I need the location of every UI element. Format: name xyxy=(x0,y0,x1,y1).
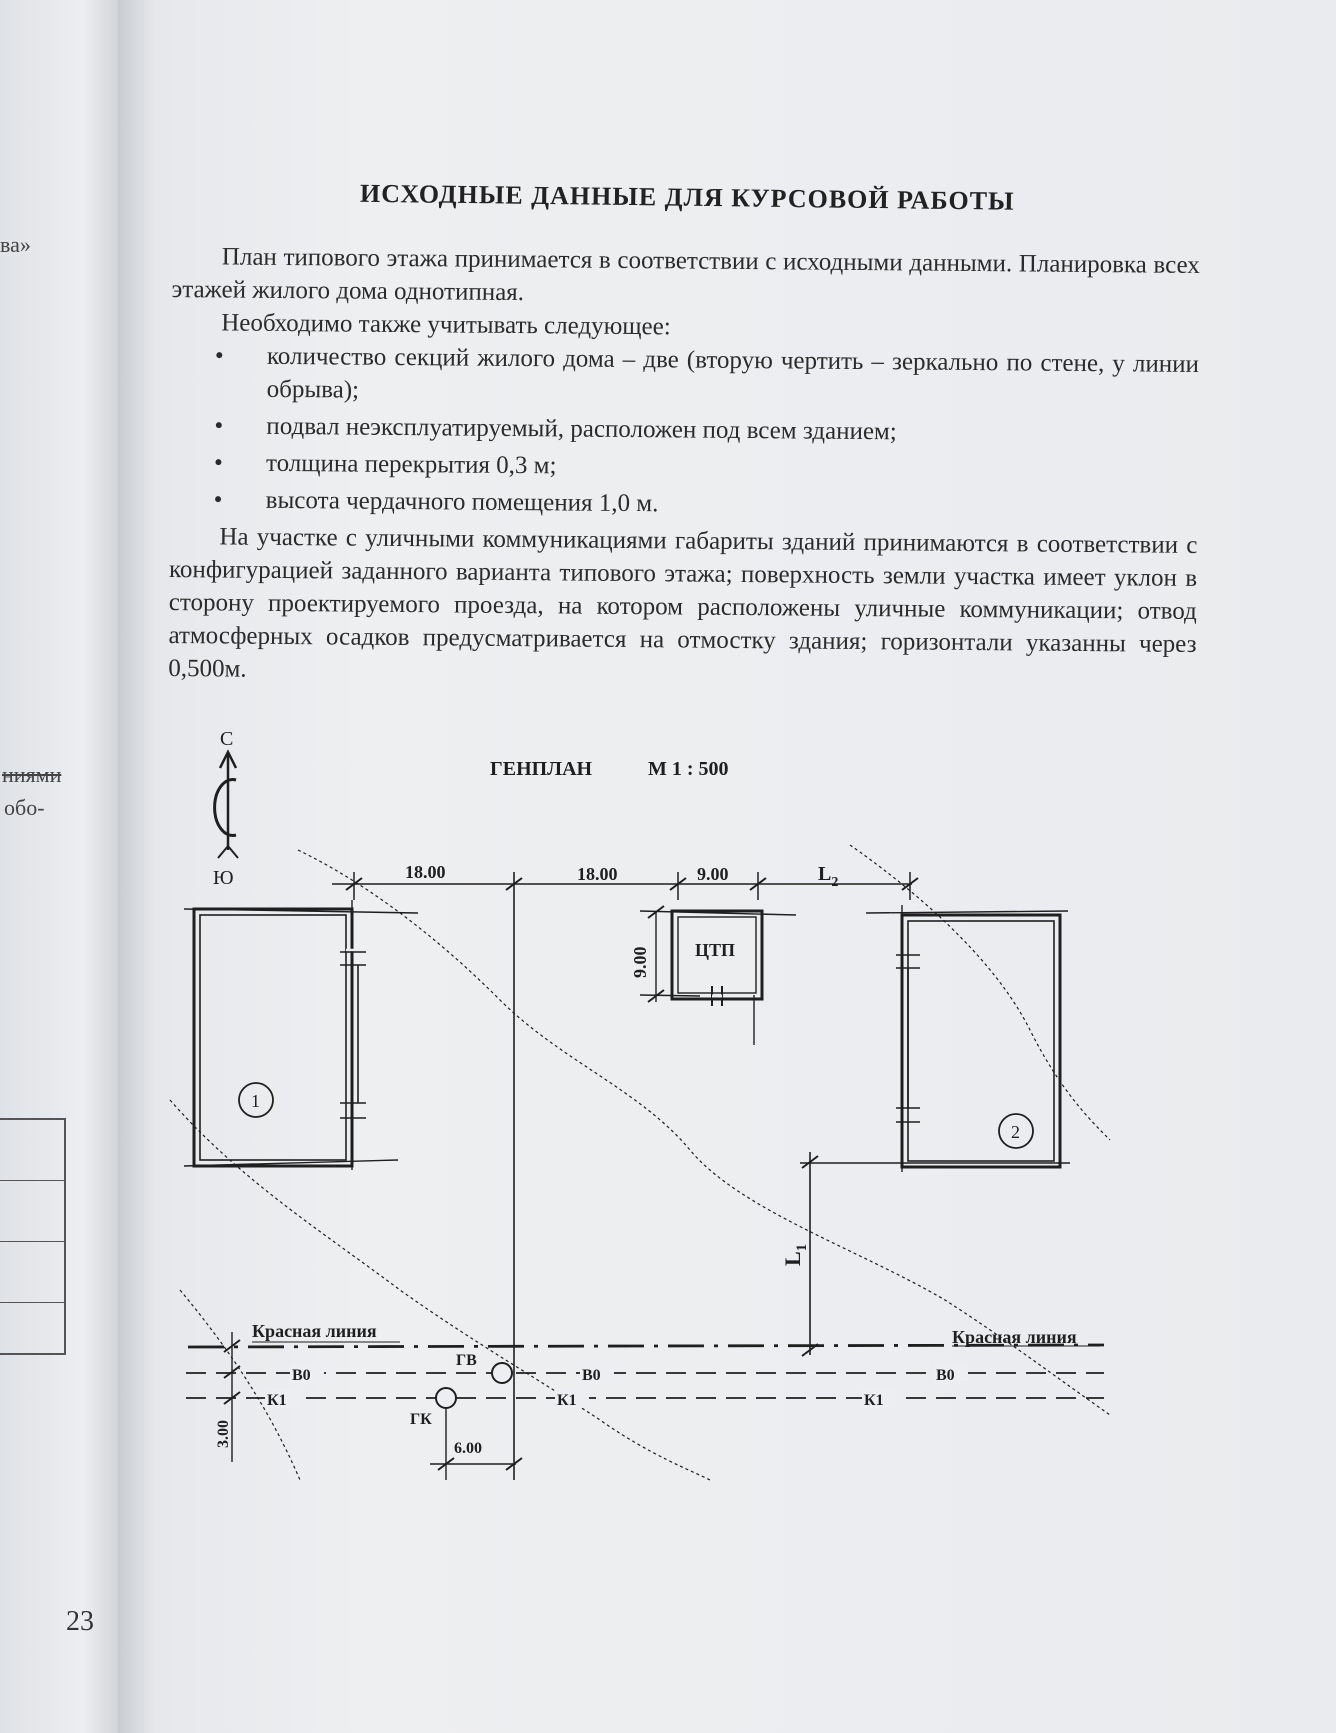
left-text-fragment: обо- xyxy=(4,795,45,820)
pipe-label: В0 xyxy=(936,1367,955,1384)
pipe-label: К1 xyxy=(267,1392,287,1409)
building-2 xyxy=(800,905,1070,1172)
dimension-label: 18.00 xyxy=(405,862,446,882)
south-label: Ю xyxy=(213,867,234,889)
building-1 xyxy=(184,900,418,1170)
contour-line xyxy=(180,1290,300,1480)
left-text-fragment: ва» xyxy=(0,232,31,257)
dimension-label-l1: $L_1$ xyxy=(780,1243,810,1266)
pipe-label: К1 xyxy=(864,1392,884,1409)
pipe-label: В0 xyxy=(582,1367,601,1384)
north-label: С xyxy=(220,728,234,750)
contour-line xyxy=(170,1100,710,1480)
building-number: 2 xyxy=(1011,1122,1020,1142)
dimension-label: 18.00 xyxy=(577,864,618,884)
dimension-label: 3.00 xyxy=(215,1420,232,1448)
site-plan-scale: М 1 : 500 xyxy=(648,758,729,780)
dimension-label: 6.00 xyxy=(454,1440,482,1457)
well-label: ГК xyxy=(410,1411,432,1428)
paragraph-2: Необходимо также учитывать следующее: xyxy=(221,309,671,341)
document-title: ИСХОДНЫЕ ДАННЫЕ ДЛЯ КУРСОВОЙ РАБОТЫ xyxy=(359,178,1015,216)
ctp-building xyxy=(630,906,796,1045)
ctp-dimension: 9.00 xyxy=(630,946,650,978)
sewer-well-icon xyxy=(436,1388,456,1408)
dimension-label-l2: $L_2$ xyxy=(818,863,839,890)
ctp-label: ЦТП xyxy=(695,940,736,960)
well-label: ГВ xyxy=(456,1352,477,1369)
site-plan-title: ГЕНПЛАН xyxy=(490,758,593,780)
bullet-item: • высота чердачного помещения 1,0 м. xyxy=(213,486,659,518)
pipe-label: В0 xyxy=(292,1367,311,1384)
bullet-item: • подвал неэксплуатируемый, расположен под всем зданием; xyxy=(214,412,897,446)
pipe-label: К1 xyxy=(557,1392,577,1409)
paragraph-1: План типового этажа принимается в соответствии с исходными данными. Планировка всех этажей жилого дома однотипная. xyxy=(171,243,1200,307)
north-arrow-icon xyxy=(213,728,238,889)
contour-line xyxy=(850,845,1110,1140)
bullet-item: • толщина перекрытия 0,3 м; xyxy=(213,449,557,480)
red-line-label: Красная линия xyxy=(252,1321,377,1341)
paragraph-3: На участке с уличными коммуникациями габариты зданий принимаются в соответствии с конфигурацией заданного варианта типового этажа; поверхность земли участка имеет уклон в сторону проектируемого проезда, на котором расположены уличные коммуникации; отвод атмосферных осадков предусматривается на отмостку здания; горизонтали указанны через 0,500м. xyxy=(168,523,1198,683)
building-number: 1 xyxy=(251,1091,260,1111)
page-number: 23 xyxy=(66,1606,94,1637)
bullet-item: • количество секций жилого дома – две (вторую чертить – зеркально по стене, у линии обрыва); xyxy=(214,342,1200,404)
left-text-fragment: ниями xyxy=(2,762,62,787)
dimension-label: 9.00 xyxy=(697,864,729,884)
water-well-icon xyxy=(492,1363,512,1383)
red-line-label: Красная линия xyxy=(952,1327,1077,1347)
